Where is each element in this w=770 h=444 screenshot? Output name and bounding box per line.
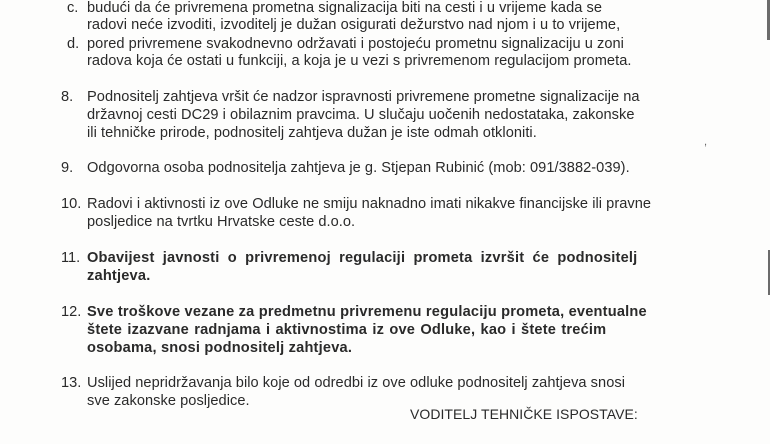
item-11-number: 11. bbox=[61, 250, 81, 266]
item-12-line-1: Sve troškove vezane za predmetnu privremenu regulaciju prometa, eventualne bbox=[87, 304, 647, 320]
item-c-line-2: radovi neće izvoditi, izvoditelj je dužan osigurati dežurstvo nad njom i u to vrijeme, bbox=[87, 17, 621, 33]
item-9-line-1: Odgovorna osoba podnositelja zahtjeva je g. Stjepan Rubinić (mob: 091/3882-039). bbox=[87, 160, 630, 176]
item-11-line-2: zahtjeva. bbox=[87, 268, 151, 284]
scan-speck: , bbox=[704, 136, 708, 148]
item-10-line-1: Radovi i aktivnosti iz ove Odluke ne smiju naknadno imati nikakve financijske ili pravne bbox=[87, 196, 652, 212]
item-9-number: 9. bbox=[61, 160, 74, 176]
item-13-number: 13. bbox=[61, 375, 82, 391]
item-10-number: 10. bbox=[61, 196, 82, 212]
item-d-line-2: radova koja će ostati u funkciji, a koja je u vezi s privremenom regulacijom prometa. bbox=[87, 53, 632, 69]
item-c-marker: c. bbox=[67, 0, 79, 16]
item-11-line-1: Obavijest javnosti o privremenoj regulaciji prometa izvršit će podnositelj bbox=[87, 250, 638, 266]
item-12-line-3: osobama, snosi podnositelj zahtjeva. bbox=[87, 340, 353, 356]
item-12-line-2: štete izazvane radnjama i aktivnostima iz ove Odluke, kao i štete trećim bbox=[87, 322, 607, 338]
item-8-line-3: ili tehničke prirode, podnositelj zahtjeva dužan je iste odmah otkloniti. bbox=[87, 125, 537, 141]
item-10-line-2: posljedice na tvrtku Hrvatske ceste d.o.o. bbox=[87, 214, 356, 230]
item-d-marker: d. bbox=[67, 36, 80, 52]
item-8-line-1: Podnositelj zahtjeva vršit će nadzor ispravnosti privremene prometne signalizacije na bbox=[87, 89, 640, 105]
item-8-number: 8. bbox=[61, 89, 74, 105]
item-8-line-2: državnoj cesti DC29 i obilaznim pravcima. U slučaju uočenih nedostataka, zakonske bbox=[87, 107, 635, 123]
item-c-line-1: budući da će privremena prometna signalizacija biti na cesti i u vrijeme kada se bbox=[87, 0, 603, 16]
item-13-line-2: sve zakonske posljedice. bbox=[87, 393, 250, 409]
item-d-line-1: pored privremene svakodnevno održavati i postojeću prometnu signalizaciju u zoni bbox=[87, 36, 624, 52]
item-12-number: 12. bbox=[61, 304, 82, 320]
signature-heading: VODITELJ TEHNIČKE ISPOSTAVE: bbox=[410, 406, 638, 422]
item-13-line-1: Uslijed nepridržavanja bilo koje od odredbi iz ove odluke podnositelj zahtjeva snosi bbox=[87, 375, 626, 391]
